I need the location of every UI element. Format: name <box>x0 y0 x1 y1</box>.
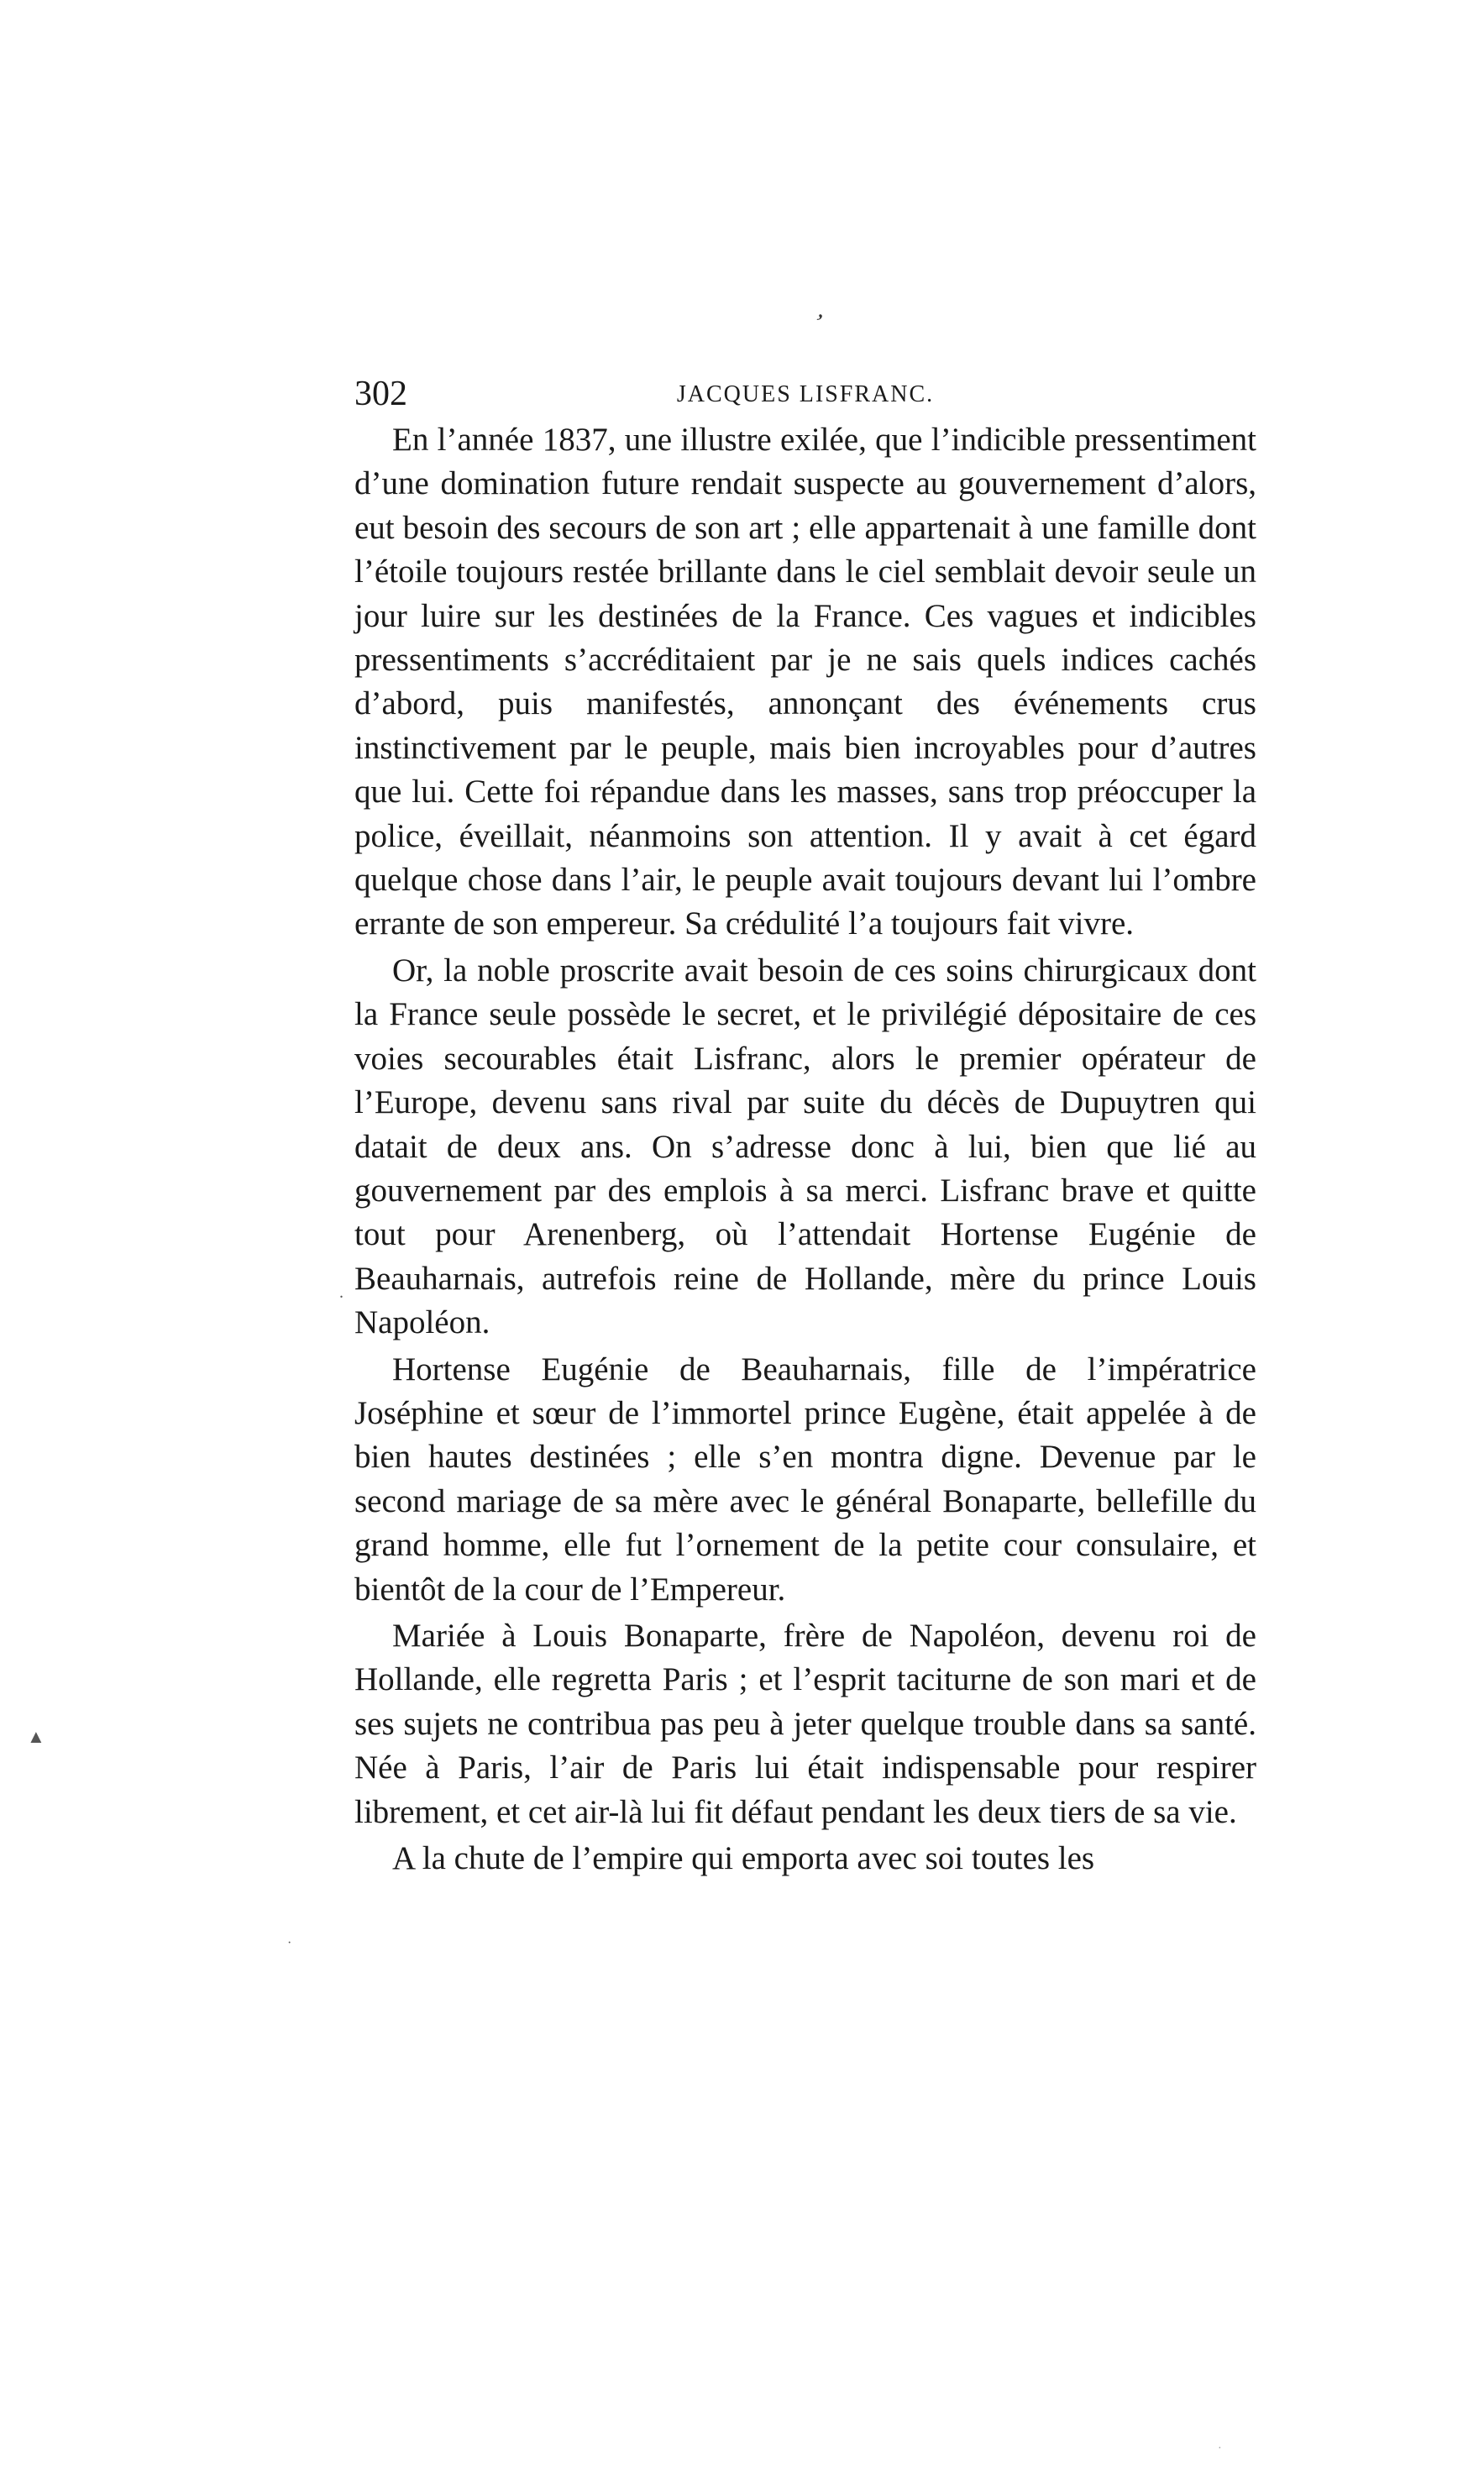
margin-dot-mark: · <box>287 1936 292 1950</box>
paragraph-4: Mariée à Louis Bonaparte, frère de Napoléon, devenu roi de Hollande, elle regretta Paris ; et l’esprit taciturne de son mari et de ses sujets ne contribua pas peu à jeter quelque trouble dans sa santé. Née à Paris, l’air de Paris lui était indispensable pour respirer librement, et cet air-là lui fit défaut pendant les deux tiers de sa vie. <box>354 1617 1256 1830</box>
running-head <box>354 373 1256 415</box>
margin-arrow-mark: ▲ <box>27 1726 45 1747</box>
page-number: 302 <box>354 375 407 413</box>
paragraph-1: En l’année 1837, une illustre exilée, que l’indicible pressentiment d’une domination future rendait suspecte au gouvernement d’alors, eut besoin des secours de son art ; elle appartenait à une famille dont l’étoile toujours restée brillante dans le ciel semblait devoir seule un jour luire sur les destinées de la France. Ces vagues et indicibles pressentiments s’accréditaient par je ne sais quels indices cachés d’abord, puis manifestés, annonçant des événements crus instinctivement par le peuple, mais bien incroyables pour d’autres que lui. Cette foi répandue dans les masses, sans trop préoccuper la police, éveillait, néanmoins son attention. Il y avait à cet égard quelque chose dans l’air, le peuple avait toujours devant lui l’ombre errante de son empereur. Sa crédulité l’a toujours fait vivre. <box>354 422 1256 942</box>
paragraph-2: Or, la noble proscrite avait besoin de ces soins chirurgicaux dont la France seule possède le secret, et le privilégié dépositaire de ces voies secourables était Lisfranc, alors le premier opérateur de l’Europe, devenu sans rival par suite du décès de Dupuytren qui datait de deux ans. On s’adresse donc à lui, bien que lié au gouvernement par des emplois à sa merci. Lisfranc brave et quitte tout pour Arenenberg, où l’attendait Hortense Eugénie de Beauharnais, autrefois reine de Hollande, mère du prince Louis Napoléon. <box>354 952 1256 1341</box>
paragraph-5: A la chute de l’empire qui emporta avec soi toutes les <box>392 1840 1095 1876</box>
body-text <box>354 418 1256 1881</box>
stray-ink-mark: , <box>815 295 831 324</box>
paragraph-3: Hortense Eugénie de Beauharnais, fille de l’impératrice Joséphine et sœur de l’immortel prince Eugène, était appelée à de bien hautes destinées ; elle s’en montra digne. Devenue par le second mariage de sa mère avec le général Bonaparte, bellefille du grand homme, elle fut l’ornement de la petite cour consulaire, et bientôt de la cour de l’Empereur. <box>354 1351 1256 1608</box>
margin-dot-mark: · <box>1218 2442 1222 2455</box>
margin-dot-mark: . <box>339 1283 343 1302</box>
running-title: JACQUES LISFRANC. <box>676 381 935 407</box>
